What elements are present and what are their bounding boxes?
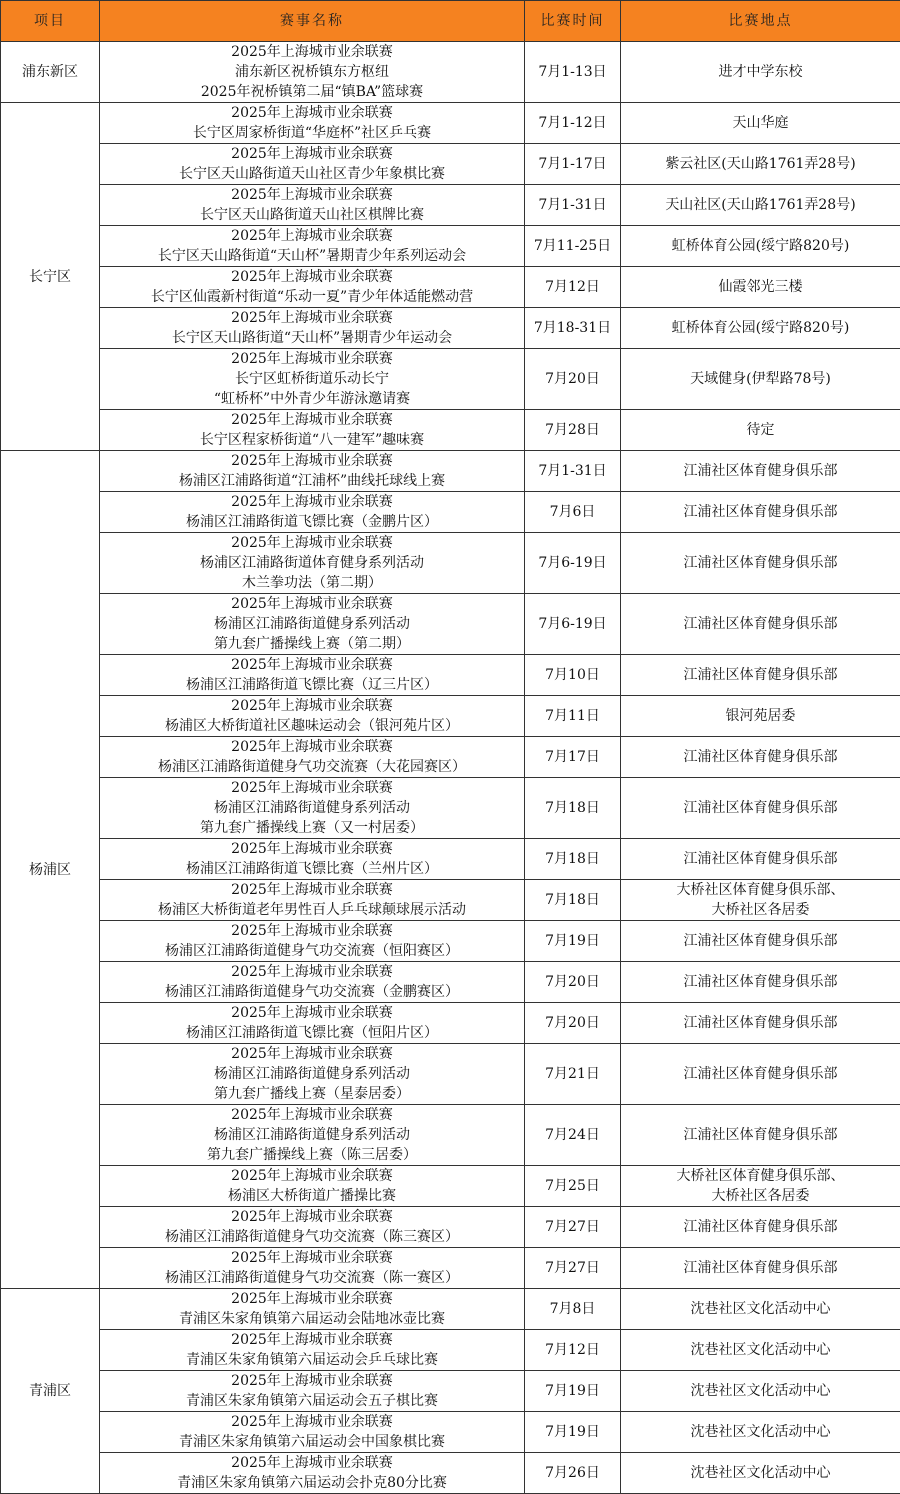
event-name-line: 2025年上海城市业余联赛 [100,349,524,369]
event-name-cell [100,42,525,103]
event-name-line: 2025年上海城市业余联赛 [100,737,524,757]
event-date-cell: 7月27日 [525,1248,621,1289]
event-venue-cell [621,1289,900,1330]
event-name-line: 2025年上海城市业余联赛 [100,962,524,982]
event-venue-cell [621,533,900,594]
event-date-cell: 7月26日 [525,1453,621,1494]
event-name-line: 杨浦区大桥街道广播操比赛 [100,1186,524,1206]
event-date-cell: 7月17日 [525,737,621,778]
table-row [1,349,900,410]
event-venue-line: 江浦社区体育健身俱乐部 [621,849,900,869]
event-venue-cell [621,1044,900,1105]
event-venue-line: 天山华庭 [621,113,900,133]
event-venue-cell [621,226,900,267]
table-row [1,42,900,103]
event-name-cell [100,1412,525,1453]
event-name-line: 2025年上海城市业余联赛 [100,226,524,246]
event-name-cell [100,921,525,962]
event-venue-line: 江浦社区体育健身俱乐部 [621,614,900,634]
event-name-line: 2025年上海城市业余联赛 [100,308,524,328]
district-cell: 浦东新区 [1,42,100,103]
event-name-cell [100,533,525,594]
table-row [1,1105,900,1166]
table-row [1,1453,900,1494]
event-name-cell [100,696,525,737]
event-name-line: 2025年上海城市业余联赛 [100,267,524,287]
header-event-name: 赛事名称 [100,1,525,42]
table-row [1,880,900,921]
event-date-cell: 7月1-12日 [525,103,621,144]
event-venue-line: 江浦社区体育健身俱乐部 [621,502,900,522]
event-name-line: 杨浦区江浦路街道飞镖比赛（恒阳片区） [100,1023,524,1043]
event-venue-cell [621,103,900,144]
event-date-cell: 7月19日 [525,921,621,962]
event-name-line: 杨浦区江浦路街道健身气功交流赛（陈一赛区） [100,1268,524,1288]
event-name-cell [100,410,525,451]
event-date-cell: 7月11日 [525,696,621,737]
event-venue-cell [621,349,900,410]
event-date-cell: 7月12日 [525,267,621,308]
event-venue-line: 大桥社区各居委 [621,1186,900,1206]
event-name-line: 杨浦区江浦路街道飞镖比赛（金鹏片区） [100,512,524,532]
event-date-cell: 7月28日 [525,410,621,451]
event-name-line: 长宁区天山路街道天山社区棋牌比赛 [100,205,524,225]
event-venue-line: 沈巷社区文化活动中心 [621,1463,900,1483]
district-cell: 杨浦区 [1,451,100,1289]
event-venue-line: 江浦社区体育健身俱乐部 [621,1013,900,1033]
header-row [1,1,900,42]
table-row [1,1248,900,1289]
event-name-line: 2025年上海城市业余联赛 [100,1371,524,1391]
event-name-cell [100,349,525,410]
event-name-line: 杨浦区江浦路街道健身气功交流赛（大花园赛区） [100,757,524,777]
event-venue-line: 江浦社区体育健身俱乐部 [621,1258,900,1278]
event-name-line: 2025年上海城市业余联赛 [100,1248,524,1268]
event-venue-cell [621,185,900,226]
event-venue-line: 沈巷社区文化活动中心 [621,1340,900,1360]
district-cell: 长宁区 [1,103,100,451]
event-date-cell: 7月20日 [525,962,621,1003]
table-row [1,492,900,533]
event-date-cell: 7月18日 [525,880,621,921]
event-venue-cell [621,737,900,778]
event-venue-line: 虹桥体育公园(绥宁路820号) [621,318,900,338]
event-name-line: 杨浦区江浦路街道健身系列活动 [100,1125,524,1145]
event-name-cell [100,1003,525,1044]
event-venue-line: 天域健身(伊犁路78号) [621,369,900,389]
event-venue-cell [621,696,900,737]
table-row [1,103,900,144]
event-name-line: 木兰拳功法（第二期） [100,573,524,593]
event-date-cell: 7月1-17日 [525,144,621,185]
event-venue-line: 大桥社区各居委 [621,900,900,920]
event-name-cell [100,1105,525,1166]
event-name-line: 青浦区朱家角镇第六届运动会中国象棋比赛 [100,1432,524,1452]
event-name-line: 2025年上海城市业余联赛 [100,533,524,553]
event-name-line: 2025年上海城市业余联赛 [100,185,524,205]
table-row [1,839,900,880]
table-row [1,778,900,839]
event-date-cell: 7月1-13日 [525,42,621,103]
event-name-line: 2025年上海城市业余联赛 [100,410,524,430]
table-row [1,655,900,696]
table-row [1,1044,900,1105]
event-name-cell [100,839,525,880]
event-name-line: 杨浦区江浦路街道健身系列活动 [100,1064,524,1084]
event-name-cell [100,962,525,1003]
event-name-line: 杨浦区江浦路街道飞镖比赛（辽三片区） [100,675,524,695]
event-venue-cell [621,451,900,492]
event-venue-cell [621,1453,900,1494]
event-venue-cell [621,42,900,103]
event-name-line: 2025年祝桥镇第二届“镇BA”篮球赛 [100,82,524,102]
event-venue-line: 沈巷社区文化活动中心 [621,1422,900,1442]
event-name-line: 2025年上海城市业余联赛 [100,594,524,614]
event-name-cell [100,185,525,226]
table-row [1,594,900,655]
event-date-cell: 7月12日 [525,1330,621,1371]
event-date-cell: 7月6-19日 [525,594,621,655]
event-venue-cell [621,1412,900,1453]
event-venue-cell [621,1330,900,1371]
event-name-cell [100,655,525,696]
event-date-cell: 7月20日 [525,1003,621,1044]
event-venue-cell [621,308,900,349]
event-name-line: “虹桥杯”中外青少年游泳邀请赛 [100,389,524,409]
table-row [1,1166,900,1207]
event-name-line: 长宁区天山路街道“天山杯”暑期青少年系列运动会 [100,246,524,266]
header-venue: 比赛地点 [621,1,900,42]
event-name-cell [100,451,525,492]
district-cell: 青浦区 [1,1289,100,1494]
table-row [1,185,900,226]
event-venue-cell [621,1105,900,1166]
event-date-cell: 7月20日 [525,349,621,410]
event-date-cell: 7月18日 [525,778,621,839]
event-venue-cell [621,1207,900,1248]
event-name-cell [100,1330,525,1371]
event-venue-cell [621,880,900,921]
event-venue-line: 待定 [621,420,900,440]
event-name-line: 杨浦区大桥街道社区趣味运动会（银河苑片区） [100,716,524,736]
table-row [1,737,900,778]
event-venue-line: 大桥社区体育健身俱乐部、 [621,1166,900,1186]
event-venue-cell [621,655,900,696]
table-row [1,267,900,308]
event-name-line: 2025年上海城市业余联赛 [100,1330,524,1350]
event-name-line: 第九套广播操线上赛（又一村居委） [100,818,524,838]
event-venue-line: 银河苑居委 [621,706,900,726]
event-name-cell [100,778,525,839]
event-name-cell [100,1044,525,1105]
event-name-cell [100,1453,525,1494]
event-date-cell: 7月11-25日 [525,226,621,267]
event-name-line: 2025年上海城市业余联赛 [100,144,524,164]
event-name-line: 杨浦区江浦路街道飞镖比赛（兰州片区） [100,859,524,879]
event-venue-line: 江浦社区体育健身俱乐部 [621,1217,900,1237]
event-name-cell [100,880,525,921]
event-name-line: 2025年上海城市业余联赛 [100,921,524,941]
event-name-line: 杨浦区江浦路街道健身系列活动 [100,798,524,818]
event-date-cell: 7月18-31日 [525,308,621,349]
event-venue-line: 江浦社区体育健身俱乐部 [621,798,900,818]
table-row [1,226,900,267]
event-venue-line: 江浦社区体育健身俱乐部 [621,1125,900,1145]
event-name-line: 2025年上海城市业余联赛 [100,655,524,675]
event-date-cell: 7月21日 [525,1044,621,1105]
table-row [1,1003,900,1044]
event-name-line: 2025年上海城市业余联赛 [100,1044,524,1064]
event-name-cell [100,1289,525,1330]
event-venue-line: 江浦社区体育健身俱乐部 [621,1064,900,1084]
table-row [1,962,900,1003]
event-date-cell: 7月10日 [525,655,621,696]
event-date-cell: 7月18日 [525,839,621,880]
event-date-cell: 7月6日 [525,492,621,533]
event-name-line: 青浦区朱家角镇第六届运动会五子棋比赛 [100,1391,524,1411]
event-name-cell [100,267,525,308]
table-row [1,533,900,594]
table-row [1,696,900,737]
event-venue-cell [621,1003,900,1044]
event-venue-line: 江浦社区体育健身俱乐部 [621,461,900,481]
event-venue-cell [621,144,900,185]
event-name-line: 2025年上海城市业余联赛 [100,778,524,798]
event-name-line: 长宁区虹桥街道乐动长宁 [100,369,524,389]
event-date-cell: 7月24日 [525,1105,621,1166]
event-name-line: 2025年上海城市业余联赛 [100,839,524,859]
event-name-line: 2025年上海城市业余联赛 [100,880,524,900]
event-name-line: 浦东新区祝桥镇东方枢纽 [100,62,524,82]
event-name-line: 杨浦区江浦路街道“江浦杯”曲线托球线上赛 [100,471,524,491]
event-venue-cell [621,839,900,880]
event-venue-cell [621,410,900,451]
table-row [1,308,900,349]
event-venue-line: 虹桥体育公园(绥宁路820号) [621,236,900,256]
event-name-line: 长宁区天山路街道天山社区青少年象棋比赛 [100,164,524,184]
event-name-line: 2025年上海城市业余联赛 [100,492,524,512]
event-name-line: 第九套广播操线上赛（第二期） [100,634,524,654]
event-name-line: 长宁区程家桥街道“八一建军”趣味赛 [100,430,524,450]
event-venue-line: 进才中学东校 [621,62,900,82]
event-name-line: 2025年上海城市业余联赛 [100,1453,524,1473]
event-name-line: 2025年上海城市业余联赛 [100,696,524,716]
event-venue-line: 天山社区(天山路1761弄28号) [621,195,900,215]
header-district: 项目 [1,1,100,42]
table-row [1,1207,900,1248]
event-name-line: 2025年上海城市业余联赛 [100,1166,524,1186]
event-venue-cell [621,1166,900,1207]
event-name-line: 杨浦区江浦路街道健身系列活动 [100,614,524,634]
event-venue-line: 紫云社区(天山路1761弄28号) [621,154,900,174]
event-name-line: 2025年上海城市业余联赛 [100,1412,524,1432]
event-venue-line: 江浦社区体育健身俱乐部 [621,553,900,573]
event-venue-line: 沈巷社区文化活动中心 [621,1381,900,1401]
event-name-line: 2025年上海城市业余联赛 [100,1003,524,1023]
event-date-cell: 7月19日 [525,1412,621,1453]
event-name-cell [100,226,525,267]
event-date-cell: 7月25日 [525,1166,621,1207]
table-row [1,144,900,185]
event-venue-line: 江浦社区体育健身俱乐部 [621,665,900,685]
event-venue-cell [621,921,900,962]
event-name-line: 2025年上海城市业余联赛 [100,451,524,471]
event-venue-line: 江浦社区体育健身俱乐部 [621,931,900,951]
event-name-line: 2025年上海城市业余联赛 [100,1289,524,1309]
event-venue-line: 大桥社区体育健身俱乐部、 [621,880,900,900]
table-row [1,1412,900,1453]
event-name-line: 2025年上海城市业余联赛 [100,42,524,62]
event-date-cell: 7月27日 [525,1207,621,1248]
event-venue-cell [621,1371,900,1412]
table-body [1,42,900,1494]
event-name-cell [100,594,525,655]
event-date-cell: 7月1-31日 [525,185,621,226]
table-row [1,1330,900,1371]
event-venue-cell [621,267,900,308]
event-venue-line: 仙霞邻光三楼 [621,277,900,297]
event-venue-cell [621,594,900,655]
event-venue-line: 江浦社区体育健身俱乐部 [621,972,900,992]
event-name-cell [100,1166,525,1207]
event-name-cell [100,1207,525,1248]
event-name-cell [100,1248,525,1289]
event-name-line: 第九套广播线上赛（星泰居委） [100,1084,524,1104]
event-name-cell [100,737,525,778]
event-name-cell [100,492,525,533]
header-date: 比赛时间 [525,1,621,42]
event-name-line: 杨浦区大桥街道老年男性百人乒乓球颠球展示活动 [100,900,524,920]
event-name-line: 长宁区天山路街道“天山杯”暑期青少年运动会 [100,328,524,348]
event-name-line: 2025年上海城市业余联赛 [100,103,524,123]
event-date-cell: 7月1-31日 [525,451,621,492]
event-venue-cell [621,1248,900,1289]
table-row [1,1289,900,1330]
table-row [1,451,900,492]
event-name-cell [100,103,525,144]
event-name-cell [100,308,525,349]
event-name-line: 杨浦区江浦路街道体育健身系列活动 [100,553,524,573]
event-name-line: 2025年上海城市业余联赛 [100,1207,524,1227]
event-name-line: 长宁区仙霞新村街道“乐动一夏”青少年体适能燃动营 [100,287,524,307]
event-date-cell: 7月19日 [525,1371,621,1412]
event-name-line: 杨浦区江浦路街道健身气功交流赛（恒阳赛区） [100,941,524,961]
event-name-line: 青浦区朱家角镇第六届运动会乒乓球比赛 [100,1350,524,1370]
event-name-line: 青浦区朱家角镇第六届运动会陆地冰壶比赛 [100,1309,524,1329]
event-name-line: 长宁区周家桥街道“华庭杯”社区乒乓赛 [100,123,524,143]
event-name-line: 第九套广播操线上赛（陈三居委） [100,1145,524,1165]
event-venue-cell [621,492,900,533]
table-row [1,1371,900,1412]
event-name-line: 杨浦区江浦路街道健身气功交流赛（陈三赛区） [100,1227,524,1247]
table-row [1,410,900,451]
event-venue-cell [621,778,900,839]
event-name-line: 2025年上海城市业余联赛 [100,1105,524,1125]
event-name-line: 杨浦区江浦路街道健身气功交流赛（金鹏赛区） [100,982,524,1002]
event-date-cell: 7月6-19日 [525,533,621,594]
event-venue-line: 江浦社区体育健身俱乐部 [621,747,900,767]
event-venue-line: 沈巷社区文化活动中心 [621,1299,900,1319]
event-venue-cell [621,962,900,1003]
table-row [1,921,900,962]
event-date-cell: 7月8日 [525,1289,621,1330]
event-name-cell [100,1371,525,1412]
event-name-cell [100,144,525,185]
event-name-line: 青浦区朱家角镇第六届运动会扑克80分比赛 [100,1473,524,1493]
